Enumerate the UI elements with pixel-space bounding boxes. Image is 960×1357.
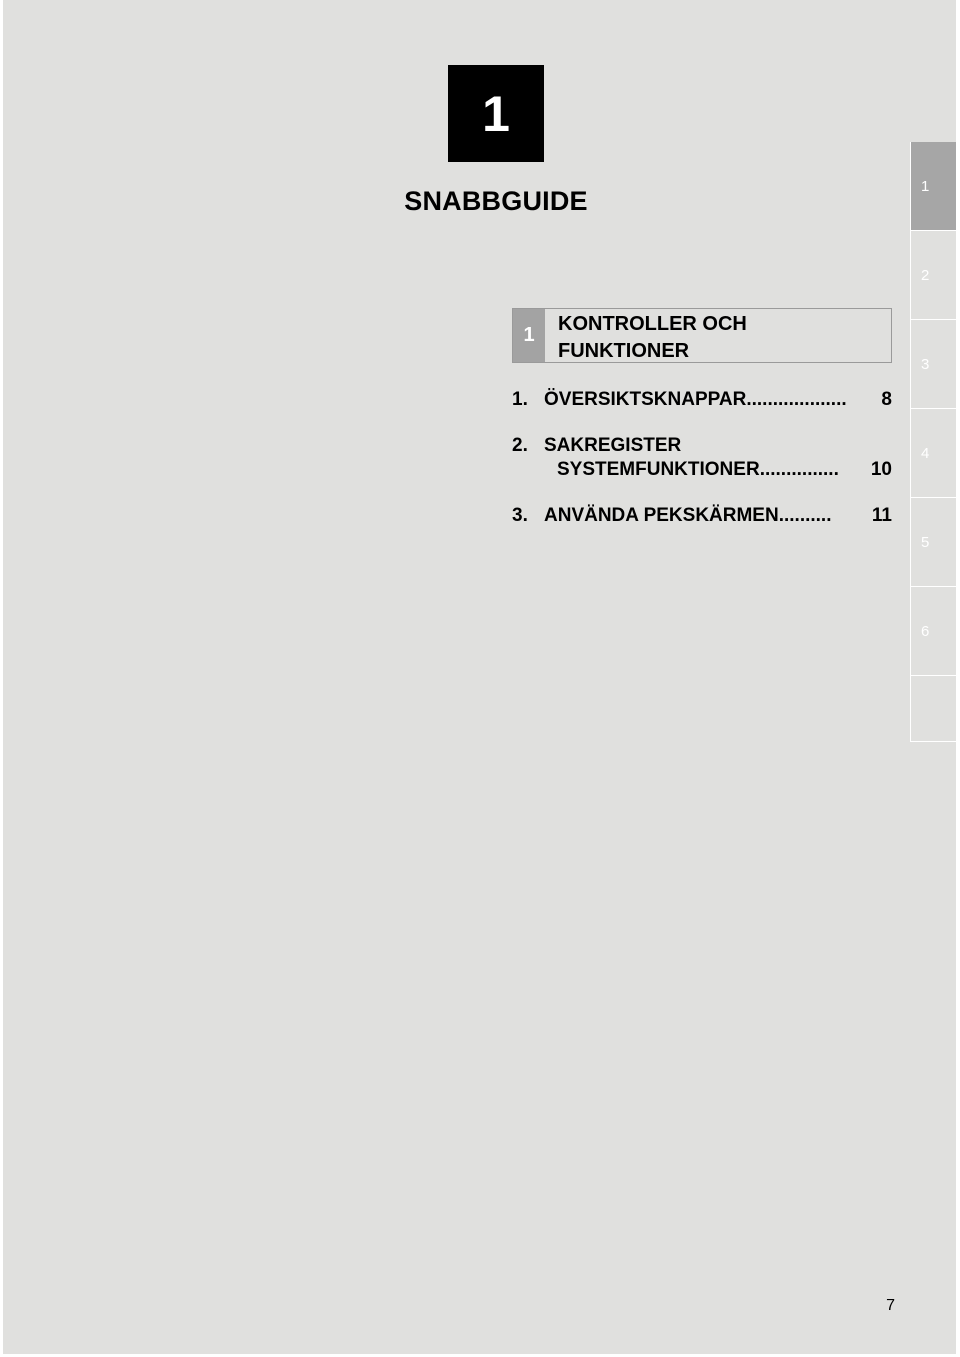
chapter-tabs [910, 142, 956, 742]
toc-item-text-line2 [557, 458, 839, 482]
chapter-number: 1 [482, 85, 510, 142]
toc-item-page: 10 [870, 459, 892, 480]
toc-item-title: SAKREGISTER [544, 435, 682, 456]
toc-item-title-line2: SYSTEMFUNKTIONER [557, 459, 760, 480]
toc-item-title: ANVÄNDA PEKSKÄRMEN [544, 505, 779, 526]
section-header [512, 308, 892, 363]
chapter-tab-blank[interactable] [910, 676, 956, 742]
toc-item-text [544, 504, 832, 528]
toc-item-number: 2. [512, 435, 528, 456]
chapter-tab-3[interactable]: 3 [910, 320, 956, 409]
toc-item-dots: ............... [759, 459, 839, 480]
chapter-tab-2[interactable]: 2 [910, 231, 956, 320]
chapter-tab-6[interactable]: 6 [910, 587, 956, 676]
toc-item-page: 11 [871, 505, 892, 526]
section-number: 1 [513, 309, 545, 362]
toc-item-dots: .......... [778, 505, 832, 526]
chapter-tab-1[interactable]: 1 [910, 142, 956, 231]
chapter-number-box [448, 65, 544, 162]
section-title [545, 309, 858, 362]
section-title-line2: FUNKTIONER [558, 340, 690, 362]
toc-item-dots: ................... [746, 389, 847, 410]
toc-item-anvanda-pekskarmen[interactable] [512, 504, 892, 528]
toc-item-title: ÖVERSIKTSKNAPPAR [544, 389, 747, 410]
page-number: 7 [886, 1297, 895, 1314]
toc-item-text [544, 388, 847, 412]
chapter-title: SNABBGUIDE [404, 186, 588, 216]
toc-item-number: 3. [512, 505, 528, 526]
toc-item-page: 8 [881, 389, 892, 410]
toc-item-sakregister[interactable] [512, 434, 892, 482]
toc-item-oversiktsknappar[interactable] [512, 388, 892, 412]
toc-item-number: 1. [512, 389, 528, 410]
chapter-tab-5[interactable]: 5 [910, 498, 956, 587]
chapter-tab-4[interactable]: 4 [910, 409, 956, 498]
section-title-line1: KONTROLLER OCH [558, 313, 747, 335]
